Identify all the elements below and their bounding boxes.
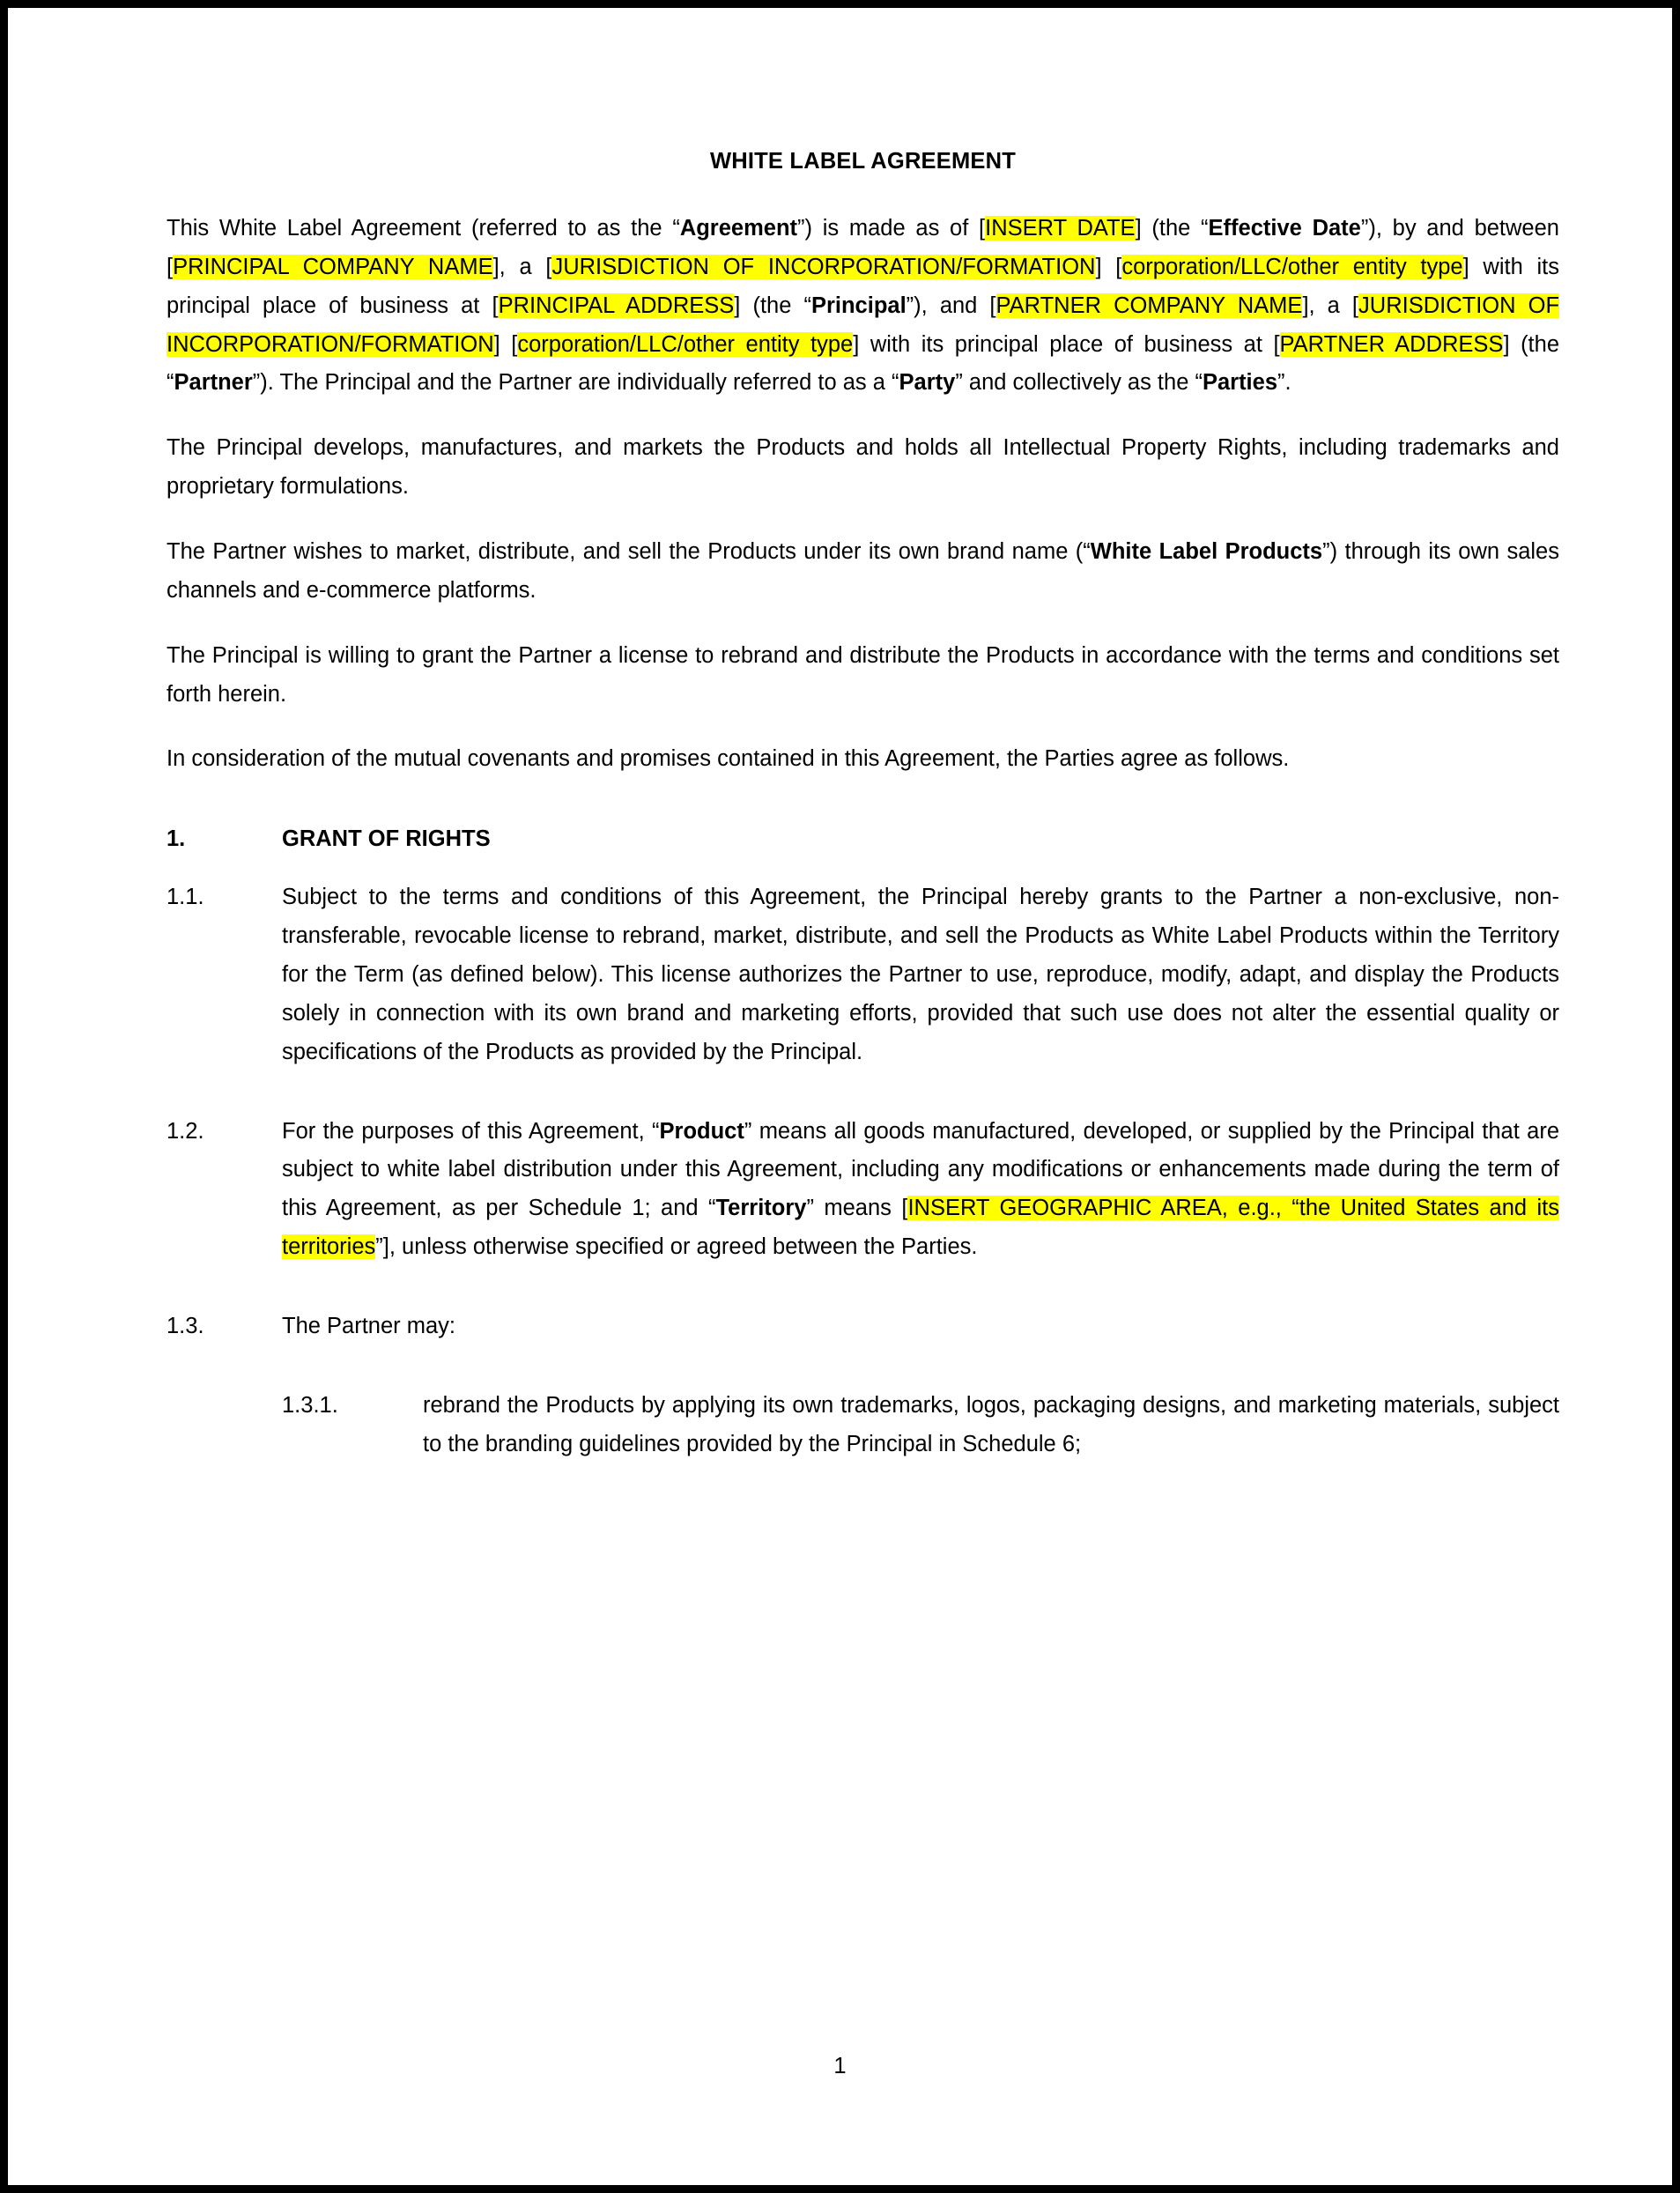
clause-1-1-number: 1.1. (167, 885, 204, 910)
term-product: Product (659, 1118, 744, 1144)
term-territory: Territory (715, 1196, 807, 1221)
placeholder-partner-company-name: PARTNER COMPANY NAME (995, 293, 1303, 318)
preamble-seg-16: ”), and [ (906, 293, 996, 318)
preamble-seg-20: ] [ (493, 331, 518, 357)
clause-1-3-1-text: rebrand the Products by applying its own trademarks, logos, packaging designs, and marketing materials, subject to the branding guidelines provided by the Principal in Schedule 6; (423, 1392, 1559, 1456)
preamble-seg-30: ”. (1277, 370, 1291, 396)
recital-paragraph-consideration: In consideration of the mutual covenants and promises contained in this Agreement, the Parties agree as follows. (167, 746, 1290, 772)
clause-1-2-seg-a: For the purposes of this Agreement, “ (282, 1118, 660, 1144)
placeholder-partner-entity-type: corporation/LLC/other entity type (517, 331, 854, 357)
clause-1-2-seg-c: ” means all goods manufactured, developed, or supplied by the Principal that are subject to white label distribution under this Agreement, including any modifications or enhancements made during the term of this Agreement, as per Schedule 1; and “ (282, 1118, 1559, 1221)
preamble-seg-18: ], a [ (1302, 293, 1359, 318)
preamble-seg-28: ” and collectively as the “ (955, 370, 1203, 396)
clause-1-3-number: 1.3. (167, 1314, 204, 1339)
preamble-seg-14: ] (the “ (734, 293, 811, 318)
placeholder-principal-entity-type: corporation/LLC/other entity type (1121, 254, 1463, 279)
placeholder-geographic-area: INSERT GEOGRAPHIC AREA, e.g., “the United States and its territories (282, 1196, 1559, 1260)
page-number: 1 (833, 2054, 847, 2078)
preamble-seg-4: ] (the “ (1135, 216, 1209, 241)
clause-1-2 (167, 1113, 1559, 1267)
term-white-label-products: White Label Products (1090, 539, 1323, 565)
clause-1-2-text (282, 1113, 1559, 1267)
preamble-seg-5: Effective Date (1208, 216, 1361, 241)
recital-partner-seg-a: The Partner wishes to market, distribute, and sell the Products under its own brand name (“ (167, 539, 1091, 565)
placeholder-principal-address: PRINCIPAL ADDRESS (498, 293, 735, 318)
preamble-seg-24: ] (the “ (167, 331, 1560, 396)
preamble-seg-2: ”) is made as of [ (797, 216, 986, 241)
clause-1-1-text: Subject to the terms and conditions of this Agreement, the Principal hereby grants to the Partner a non-exclusive, non-transferable, revocable license to rebrand, market, distribute, and sell the Products as White Label Products within the Territory for the Term (as defined below). This license authorizes the Partner to use, reproduce, modify, adapt, and display the Products solely in connection with its own brand and marketing efforts, provided that such use does not alter the essential quality or specifications of the Products as provided by the Principal. (282, 885, 1559, 1064)
placeholder-principal-company-name: PRINCIPAL COMPANY NAME (173, 254, 493, 279)
preamble-seg-10: ] [ (1095, 254, 1122, 279)
placeholder-partner-address: PARTNER ADDRESS (1279, 331, 1504, 357)
placeholder-insert-date: INSERT DATE (985, 216, 1136, 241)
page-sheet (8, 8, 1672, 2185)
clause-1-3 (167, 1308, 1559, 1346)
preamble-seg-25: Partner (174, 370, 253, 396)
preamble-paragraph-parties (167, 210, 1559, 403)
clause-1-2-number: 1.2. (167, 1118, 204, 1144)
section-number: 1. (167, 826, 186, 852)
preamble-seg-29: Parties (1202, 370, 1278, 396)
clause-1-3-1-number: 1.3.1. (282, 1392, 338, 1418)
recital-paragraph-principal: The Principal develops, manufactures, and markets the Products and holds all Intellectual Property Rights, including trademarks and proprietary formulations. (167, 435, 1559, 500)
preamble-seg-22: ] with its principal place of business at [ (853, 331, 1280, 357)
preamble-seg-15: Principal (810, 293, 907, 318)
placeholder-principal-jurisdiction: JURISDICTION OF INCORPORATION/FORMATION (551, 254, 1096, 279)
section-heading-grant-of-rights (167, 826, 1559, 852)
clause-1-3-text: The Partner may: (282, 1314, 455, 1339)
section-title: GRANT OF RIGHTS (282, 826, 491, 852)
clause-1-3-1 (167, 1387, 1559, 1464)
preamble-seg-1: Agreement (679, 216, 798, 241)
preamble-seg-27: Party (899, 370, 956, 396)
recital-partner-seg-c: ”) through its own sales channels and e-commerce platforms. (167, 539, 1559, 603)
clause-1-1 (167, 878, 1559, 1071)
preamble-seg-8: ], a [ (492, 254, 552, 279)
page-title: WHITE LABEL AGREEMENT (709, 149, 1017, 174)
clause-1-2-seg-g: ”], unless otherwise specified or agreed between the Parties. (375, 1234, 978, 1260)
recital-paragraph-license-intent: The Principal is willing to grant the Partner a license to rebrand and distribute the Products in accordance with the terms and conditions set forth herein. (167, 642, 1559, 707)
preamble-seg-6: ”), by and between [ (167, 216, 1559, 279)
recital-paragraph-partner (167, 533, 1559, 611)
placeholder-partner-jurisdiction: JURISDICTION OF INCORPORATION/FORMATION (167, 293, 1560, 357)
clause-1-2-seg-e: ” means [ (806, 1196, 908, 1221)
preamble-seg-26: ”). The Principal and the Partner are individually referred to as a “ (252, 370, 899, 396)
preamble-seg-12: ] with its principal place of business at [ (167, 254, 1560, 318)
preamble-seg-0: This White Label Agreement (referred to as the “ (167, 216, 680, 241)
